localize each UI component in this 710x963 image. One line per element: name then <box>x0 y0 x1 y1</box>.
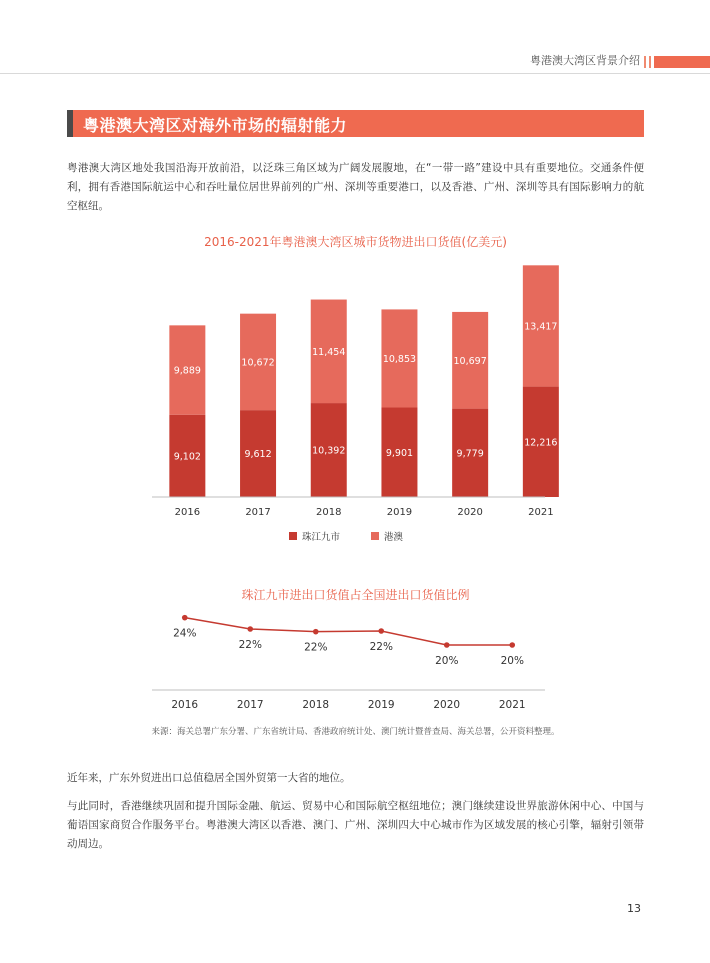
ratio-point-2019 <box>378 628 384 634</box>
line-x-tick-label: 2020 <box>433 699 461 711</box>
line-x-tick-label: 2017 <box>236 699 264 711</box>
bar-value-label: 9,102 <box>173 451 201 463</box>
legend-swatch <box>289 532 297 540</box>
line-chart <box>0 605 710 715</box>
ratio-point-2020 <box>444 642 450 648</box>
bar-x-tick-label: 2019 <box>386 507 413 518</box>
ratio-value-label: 22% <box>304 641 328 654</box>
line-x-tick-label: 2016 <box>171 699 199 711</box>
ratio-point-2016 <box>182 615 188 621</box>
ratio-value-label: 22% <box>369 641 393 653</box>
section-banner <box>67 110 644 137</box>
bar-chart-title: 2016-2021年粤港澳大湾区城市货物进出口货值(亿美元) <box>204 235 507 249</box>
bar-value-label: 9,889 <box>173 365 201 377</box>
line-x-tick-label: 2021 <box>498 699 526 711</box>
paragraph-3: 与此同时，香港继续巩固和提升国际金融、航运、贸易中心和国际航空枢纽地位；澳门继续建设世界旅游休闲中心、中国与葡语国家商贸合作服务平台。粤港澳大湾区以香港、澳门、广州、深圳四大中心城市作为区域发展的核心引擎，辐射引领带动周边。 <box>67 800 644 850</box>
bar-value-label: 9,612 <box>244 449 272 461</box>
ratio-value-label: 24% <box>173 627 197 640</box>
ratio-point-2018 <box>313 629 319 635</box>
bar-value-label: 13,417 <box>524 321 558 333</box>
bar-chart <box>0 250 710 550</box>
bar-value-label: 10,392 <box>312 445 346 457</box>
bar-x-tick-label: 2021 <box>528 507 554 518</box>
source-note: 来源：海关总署广东分署、广东省统计局、香港政府统计处、澳门统计暨普查局、海关总署，公开资料整理。 <box>151 727 560 737</box>
bar-value-label: 9,779 <box>456 448 484 460</box>
bar-value-label: 11,454 <box>312 346 346 358</box>
line-x-tick-label: 2018 <box>302 699 330 711</box>
line-chart-title: 珠江九市进出口货值占全国进出口货值比例 <box>241 588 470 602</box>
ratio-value-label: 20% <box>500 655 524 667</box>
bar-value-label: 10,697 <box>453 355 487 367</box>
bar-value-label: 12,216 <box>524 437 558 449</box>
legend-label: 珠江九市 <box>302 532 341 543</box>
bar-x-tick-label: 2018 <box>316 507 342 518</box>
bar-value-label: 10,853 <box>382 353 417 365</box>
page-number: 13 <box>627 902 641 915</box>
intro-paragraph: 粤港澳大湾区地处我国沿海开放前沿，以泛珠三角区域为广阔发展腹地，在“一带一路”建设中具有重要地位。交通条件便利，拥有香港国际航运中心和吞吐量位居世界前列的广州、深圳等重要港口，以及香港、广州、深圳等具有国际影响力的航空枢纽。 <box>67 162 644 212</box>
bar-value-label: 9,901 <box>385 447 414 459</box>
line-x-tick-label: 2019 <box>367 699 395 711</box>
bar-x-tick-label: 2016 <box>174 507 201 518</box>
header-divider <box>0 73 710 74</box>
paragraph-2: 近年来，广东外贸进出口总值稳居全国外贸第一大省的地位。 <box>67 772 351 784</box>
ratio-value-label: 20% <box>435 655 459 667</box>
legend-swatch <box>371 532 379 540</box>
header-decoration <box>644 56 710 68</box>
running-title: 粤港澳大湾区背景介绍 <box>530 54 640 67</box>
ratio-point-2017 <box>247 626 253 632</box>
bar-value-label: 10,672 <box>241 357 275 369</box>
bar-x-tick-label: 2017 <box>245 507 271 518</box>
banner-accent <box>67 110 73 137</box>
section-title: 粤港澳大湾区对海外市场的辐射能力 <box>83 116 348 135</box>
ratio-point-2021 <box>509 642 515 648</box>
bar-x-tick-label: 2020 <box>457 507 483 518</box>
ratio-value-label: 22% <box>238 639 262 651</box>
legend-label: 港澳 <box>384 532 404 543</box>
ratio-series-line <box>185 618 513 645</box>
